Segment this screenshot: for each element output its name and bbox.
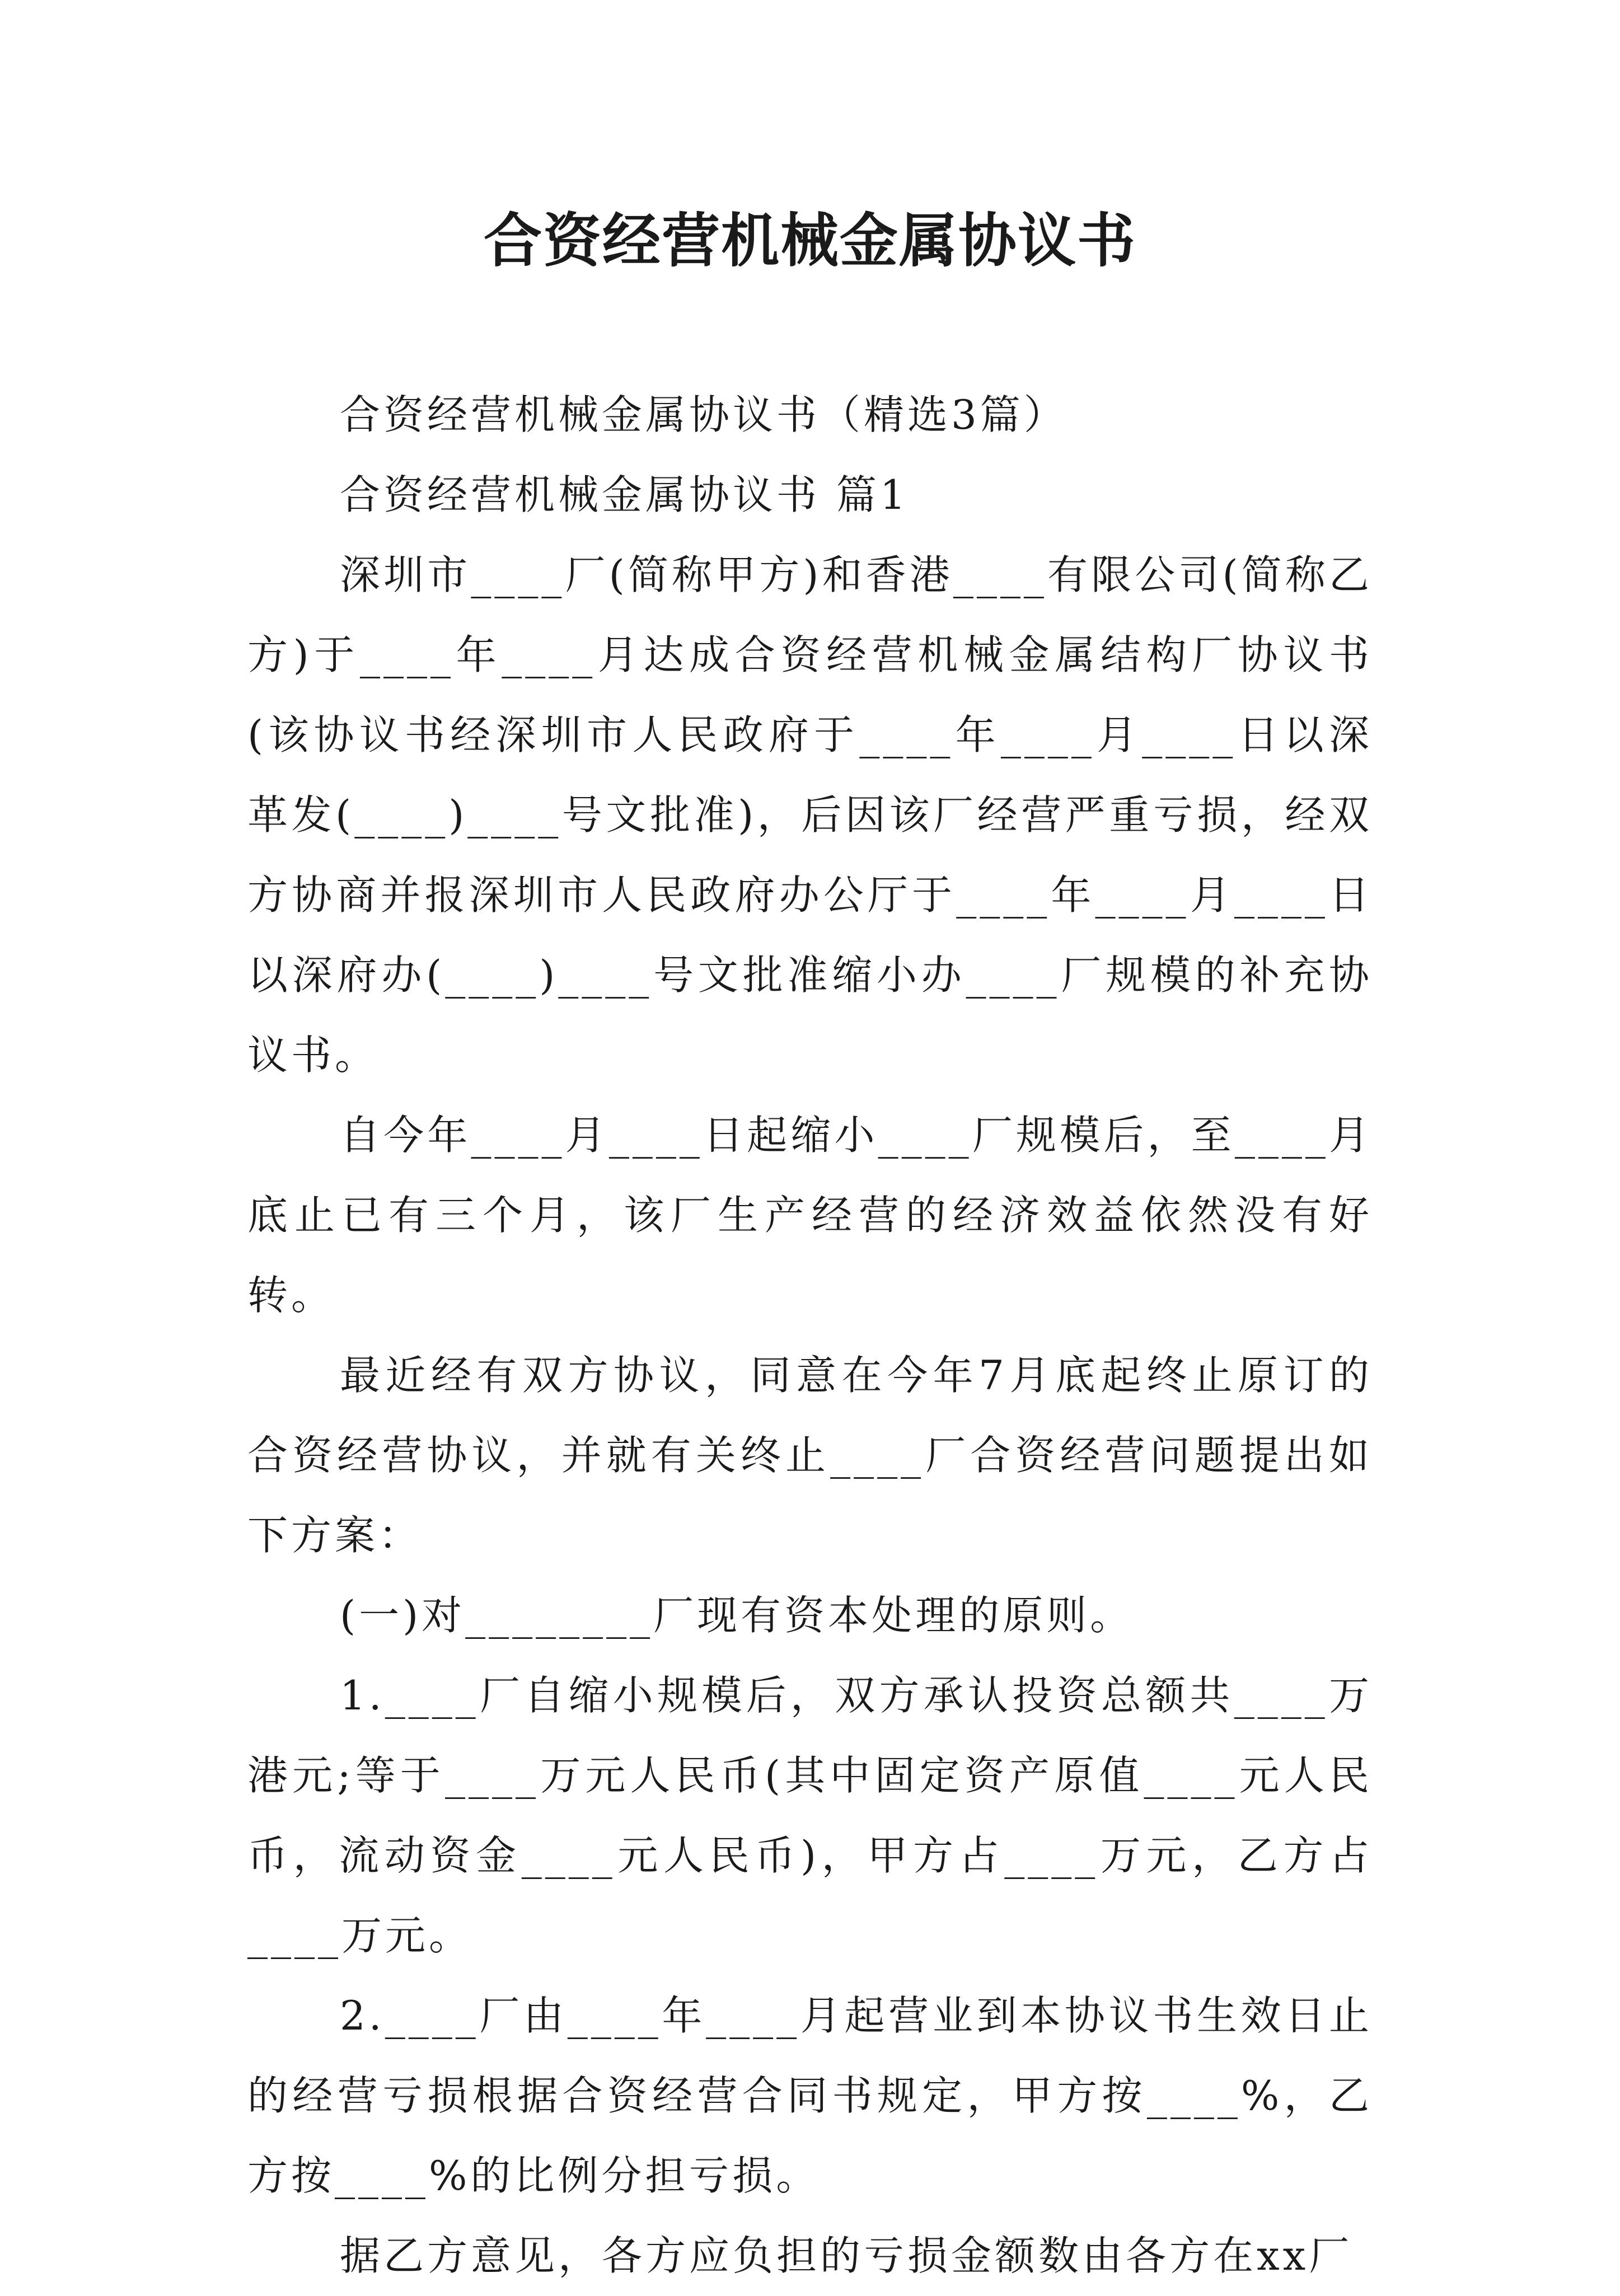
paragraph: 1.____厂自缩小规模后，双方承认投资总额共____万港元;等于____万元人民币(其中固定资产原值____元人民币，流动资金____元人民币)，甲方占____万元，乙方占____万元。 [247,1672,1373,1959]
document-body [247,375,1373,2296]
document-title: 合资经营机械金属协议书 [483,206,1136,275]
paragraph: 据乙方意见，各方应负担的亏损金额数由各方在xx厂 [340,2232,1353,2279]
paragraph-subtitle: 合资经营机械金属协议书（精选3篇） [340,391,1067,438]
paragraph: 自今年____月____日起缩小____厂规模后，至____月底止已有三个月，该厂生产经营的经济效益依然没有好转。 [247,1112,1373,1319]
paragraph: 深圳市____厂(简称甲方)和香港____有限公司(简称乙方)于____年____月达成合资经营机械金属结构厂协议书(该协议书经深圳市人民政府于____年____月____日以深革发(____)____号文批准)，后因该厂经营严重亏损，经双方协商并报深圳市人民政府办公厅于____年____月____日以深府办(____)____号文批准缩小办____厂规模的补充协议书。 [247,551,1373,1079]
paragraph-section-heading: 合资经营机械金属协议书 篇1 [340,471,909,518]
paragraph: (一)对________厂现有资本处理的原则。 [340,1592,1134,1639]
paragraph: 2.____厂由____年____月起营业到本协议书生效日止的经营亏损根据合资经营合同书规定，甲方按____%，乙方按____%的比例分担亏损。 [247,1992,1373,2199]
paragraph: 最近经有双方协议，同意在今年7月底起终止原订的合资经营协议，并就有关终止____厂合资经营问题提出如下方案： [247,1352,1373,1559]
